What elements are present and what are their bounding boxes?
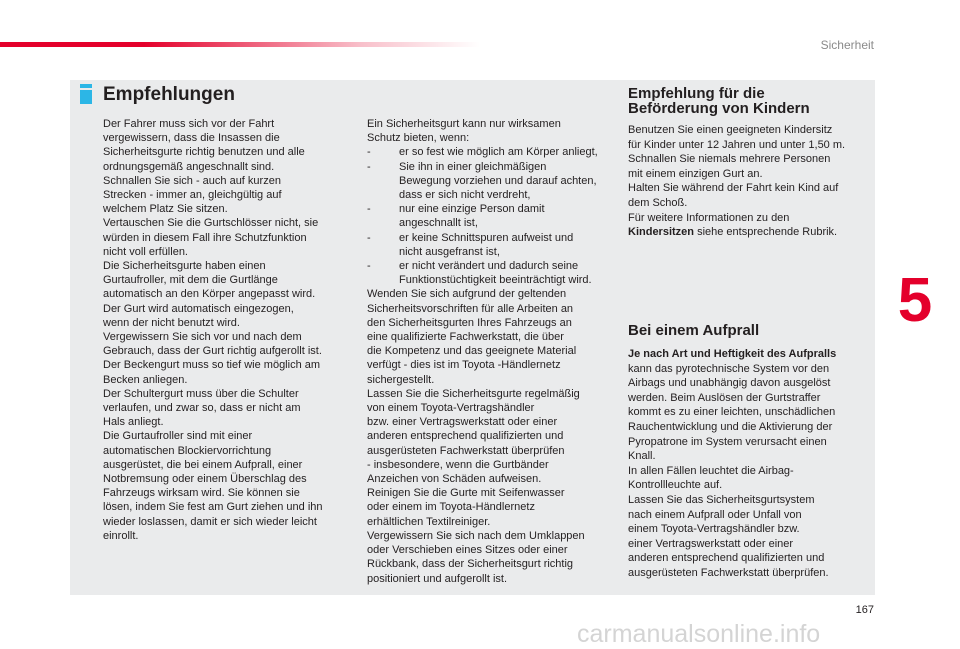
text-line: Die Gurtaufroller sind mit einer [103,430,253,443]
child-seats-reference: Kindersitzen [628,226,695,239]
text-line: Reinigen Sie die Gurte mit Seifenwasser [367,487,565,500]
text-line: oder einem im Toyota-Händlernetz [367,501,535,514]
text-line: Der Schultergurt muss über die Schulter [103,387,299,400]
list-item: - er keine Schnittspuren aufweist und nicht ausgefranst ist, [367,231,574,258]
text-line: Rauchentwicklung und die Aktivierung der [628,420,833,433]
text-line: Der Beckengurt muss so tief wie möglich am [103,359,321,372]
text-line: einer Vertragswerkstatt oder einer [628,537,794,550]
text-line: bzw. einer Vertragswerkstatt oder einer [367,416,558,429]
text-line: automatisch an den Körper angepasst wird. [103,288,316,301]
text-line: kann das pyrotechnische System vor den [628,362,830,375]
text-line: Schnallen Sie niemals mehrere Personen [628,153,831,166]
text-line: Vergewissern Sie sich vor und nach dem [103,331,302,344]
text-line: - insbesondere, wenn die Gurtbänder [367,458,549,471]
text-line: Rückbank, dass der Sicherheitsgurt richtig [367,558,574,571]
accident-text [628,347,868,581]
text-line: von einem Toyota-Vertragshändler [367,402,535,415]
text-line: Der Fahrer muss sich vor der Fahrt [103,118,275,130]
text-line: Kontrollleuchte auf. [628,479,723,492]
text-line: Hals anliegt. [103,416,164,429]
column-1 [103,117,348,543]
text-line: vergewissern, dass die Insassen die [103,132,280,145]
text-line: In allen Fällen leuchtet die Airbag- [628,464,794,477]
text-line: Gebrauch, dass der Gurt richtig aufgerollt ist. [103,345,322,358]
text-line: ausgerüsteten Fachwerkstatt überprüfen [367,444,565,457]
text-line: Lassen Sie die Sicherheitsgurte regelmäßig [367,387,580,400]
children-text [628,123,868,240]
text-line: nach einem Aufprall oder Unfall von [628,508,802,521]
text-line: mit einem einzigen Gurt an. [628,167,763,180]
chapter-number: 5 [897,266,933,335]
text-line: erhältlichen Textilreiniger. [367,515,491,528]
text-line: die Kompetenz und das geeignete Material [367,345,577,358]
text-line: Der Gurt wird automatisch eingezogen, [103,302,294,315]
text-line: Schnallen Sie sich - auch auf kurzen [103,174,281,187]
text-line: sichergestellt. [367,373,435,386]
text-line: Fahrzeugs wirksam wird. Sie können sie [103,487,300,500]
text-line: Sicherheitsvorschriften für alle Arbeiten an [367,302,574,315]
text-line: Die Sicherheitsgurte haben einen [103,260,266,273]
section-title: Sicherheit [820,38,874,52]
belt-conditions-list [367,145,607,287]
text-line: positioniert und aufgerollt ist. [367,572,508,585]
list-item: - nur eine einzige Person damit angeschnallt ist, [367,203,545,230]
text-line: ausgerüstet, die bei einem Aufprall, einer [103,458,303,471]
text-line: kommt es zu einer leichten, unschädlichen [628,406,836,419]
page-number: 167 [855,604,874,616]
text-line: werden. Beim Auslösen der Gurtstraffer [628,391,821,404]
text-line: Becken anliegen. [103,373,188,386]
text-line: Airbags und unabhängig davon ausgelöst [628,377,831,390]
info-icon [80,84,92,104]
text-line: einem Toyota-Vertragshändler bzw. [628,523,800,536]
text-line: eine qualifizierte Fachwerkstatt, die über [367,331,564,344]
header-accent-bar [0,42,480,47]
children-heading: Empfehlung für die Beförderung von Kindern [628,85,810,117]
text-line: Pyropatrone im System verursacht einen [628,435,827,448]
text-line: wenn der nicht benutzt wird. [103,316,240,329]
list-item: - er so fest wie möglich am Körper anliegt, [367,146,598,159]
text-line: würden in diesem Fall ihre Schutzfunktion [103,231,307,244]
text-line: verlaufen, und zwar so, dass er nicht am [103,402,301,415]
text-line: Lassen Sie das Sicherheitsgurtsystem [628,493,815,506]
text-line: Kindersitzen siehe entsprechende Rubrik. [628,226,838,239]
text-line: nicht voll erfüllen. [103,245,188,258]
list-item: - Sie ihn in einer gleichmäßigen Bewegung vorziehen und darauf achten, dass er sich nicht verdreht, [367,160,597,202]
text-line: ordnungsgemäß angeschnallt sind. [103,160,275,173]
text-line: Vergewissern Sie sich nach dem Umklappen [367,529,585,542]
text-line: lösen, indem Sie fest am Gurt ziehen und ihn [103,501,323,514]
text-line: oder Verschieben eines Sitzes oder einer [367,544,568,557]
text-line: automatischen Blockiervorrichtung [103,444,272,457]
text-line: Gurtaufroller, mit dem die Gurtlänge [103,274,278,287]
text-line: Halten Sie während der Fahrt kein Kind auf [628,182,839,195]
text-line: Notbremsung oder einem Überschlag des [103,473,307,486]
text-line: Für weitere Informationen zu den [628,211,790,224]
accident-heading: Bei einem Aufprall [628,322,760,339]
text-line: anderen entsprechend qualifizierten und [628,552,825,565]
text-line: verfügt - dies ist im Toyota -Händlernetz [367,359,561,372]
text-line: Strecken - immer an, gleichgültig auf [103,189,282,202]
text-line: ausgerüsteten Fachwerkstatt überprüfen. [628,566,829,579]
text-line: welchem Platz Sie sitzen. [103,203,228,216]
text-line: Je nach Art und Heftigkeit des Aufpralls [628,348,837,360]
text-line: wieder loslassen, damit er sich wieder leicht [103,515,317,528]
watermark: carmanualsonline.info [577,620,821,648]
text-line: den Sicherheitsgurten Ihres Fahrzeugs an [367,316,572,329]
text-line: dem Schoß. [628,196,688,209]
recommendations-heading: Empfehlungen [103,84,235,105]
text-line: Anzeichen von Schäden aufweisen. [367,473,542,486]
text-line: Knall. [628,450,656,463]
text-line: Vertauschen Sie die Gurtschlösser nicht, sie [103,217,319,230]
text-line: Wenden Sie sich aufgrund der geltenden [367,288,567,301]
text-line: Ein Sicherheitsgurt kann nur wirksamen [367,118,561,130]
text-line: Benutzen Sie einen geeigneten Kindersitz [628,124,833,136]
text-line: einrollt. [103,529,139,542]
column-2 [367,117,607,586]
list-item: - er nicht verändert und dadurch seine Funktionstüchtigkeit beeinträchtigt wird. [367,260,592,287]
text-line: für Kinder unter 12 Jahren und unter 1,50 m. [628,138,846,151]
text-line: anderen entsprechend qualifizierten und [367,430,564,443]
text-line: Sicherheitsgurte richtig benutzen und alle [103,146,305,159]
text-line: Schutz bieten, wenn: [367,132,470,145]
